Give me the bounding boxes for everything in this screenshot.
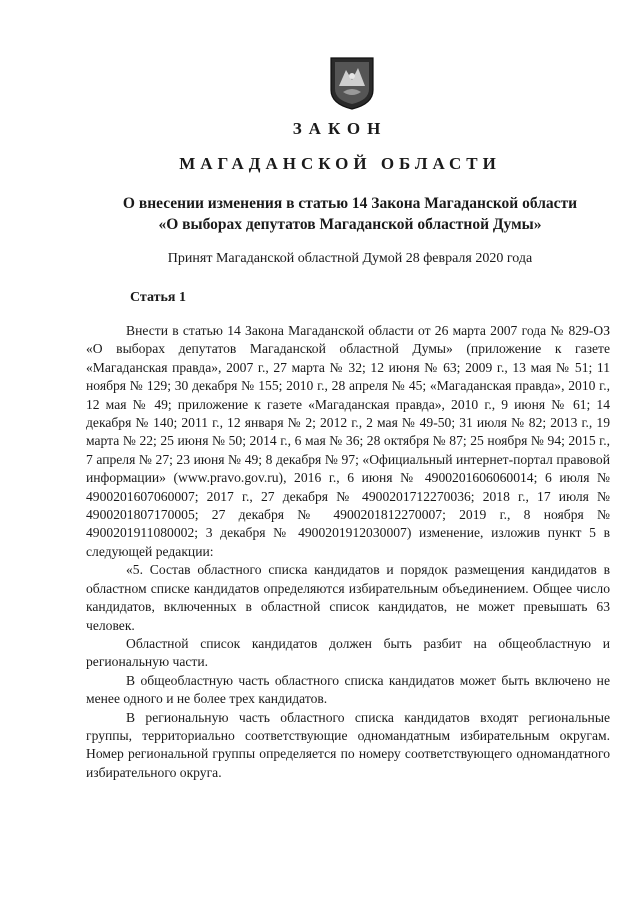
law-title-line-2: «О выборах депутатов Магаданской областной Думы» bbox=[158, 216, 542, 233]
region-heading: МАГАДАНСКОЙ ОБЛАСТИ bbox=[179, 154, 501, 173]
article-paragraph: Внести в статью 14 Закона Магаданской области от 26 марта 2007 года № 829-ОЗ «О выборах депутатов Магаданской областной Думы» (приложение к газете «Магаданская правда», 2007 г., 27 марта № 32; 12 июня № 63; 2009 г., 13 мая № 51; 11 ноября № 129; 30 декабря № 155; 2010 г., 28 апреля № 45; «Магаданская правда», 2010 г., 12 мая № 49; приложение к газете «Магаданская правда», 2010 г., 9 июня № 61; 14 декабря № 140; 2011 г., 12 января № 2; 2012 г., 2 мая № 49-50; 31 июля № 82; 2013 г., 19 марта № 22; 25 июня № 50; 2014 г., 6 мая № 36; 28 октября № 87; 25 ноября № 94; 2015 г., 7 апреля № 27; 23 июня № 49; 8 декабря № 97; «Официальный интернет-портал правовой информации» (www.pravo.gov.ru), 2016 г., 6 июня № 4900201606060014; 6 июля № 4900201607060007; 2017 г., 27 декабря № 4900201712270036; 2018 г., 17 июля № 4900201807170005; 27 декабря № 4900201812270007; 2019 г., 8 ноября № 4900201911080002; 3 декабря № 4900201912030007) изменение, изложив пункт 5 в следующей редакции: bbox=[86, 323, 610, 559]
law-title bbox=[60, 193, 640, 235]
article-paragraph: Областной список кандидатов должен быть разбит на общеобластную и региональную части. bbox=[86, 635, 610, 670]
law-title-line-1: О внесении изменения в статью 14 Закона Магаданской области bbox=[122, 195, 578, 212]
article-heading: Статья 1 bbox=[130, 290, 186, 305]
article-body bbox=[86, 322, 610, 782]
article-paragraph: В общеобластную часть областного списка кандидатов может быть включено не менее одного и не более трех кандидатов. bbox=[86, 672, 610, 707]
article-paragraph: «5. Состав областного списка кандидатов и порядок размещения кандидатов в областном списке кандидатов определяются избирательным объединением. Общее число кандидатов, включенных в областной список кандидатов, не может превышать 63 человек. bbox=[86, 562, 610, 633]
coat-of-arms-icon bbox=[329, 56, 375, 110]
article-paragraph: В региональную часть областного списка кандидатов входят региональные группы, территориально соответствующие одномандатным избирательным округам. Номер региональной группы определяется по номеру соответствующего одномандатного избирательного округа. bbox=[86, 709, 610, 780]
law-heading: ЗАКОН bbox=[292, 119, 388, 138]
adoption-note: Принят Магаданской областной Думой 28 февраля 2020 года bbox=[167, 251, 533, 266]
